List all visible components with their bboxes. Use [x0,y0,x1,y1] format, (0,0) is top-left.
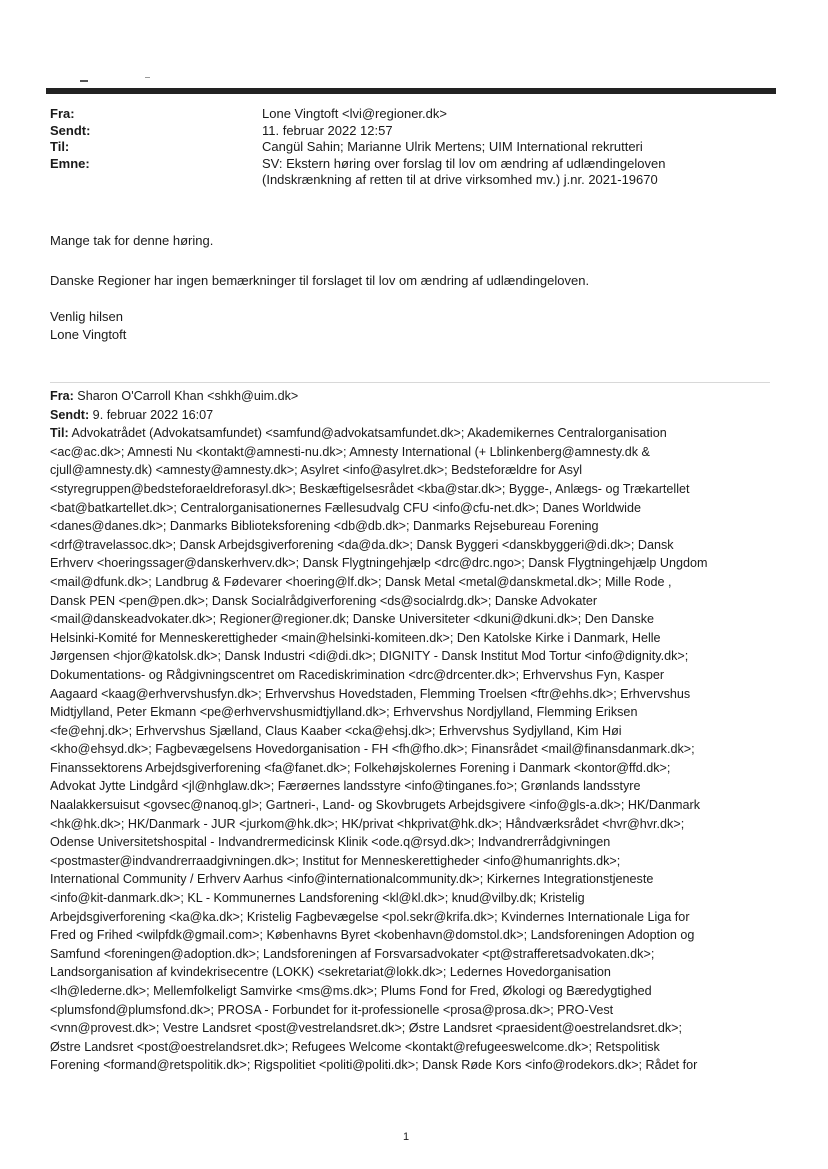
page-number: 1 [402,1131,410,1143]
sent-label: Sendt: [50,122,91,138]
recipient-line: <vnn@provest.dk>; Vestre Landsret <post@vestrelandsret.dk>; Østre Landsret <praesident@oestrelandsret.dk>; [50,1021,683,1036]
scan-artifact [80,80,88,82]
greeting-text: Mange tak for denne høring. [50,233,214,248]
recipient-line: <plumsfond@plumsfond.dk>; PROSA - Forbundet for it-professionelle <prosa@prosa.dk>; PRO-Vest [50,1002,614,1017]
forwarded-from-label: Fra: [50,389,74,403]
recipient-line: Odense Universitetshospital - Indvandrermedicinsk Klinik <ode.q@rsyd.dk>; Indvandrerrådgivningen [50,835,611,850]
header-to-row [50,139,780,156]
header-sent-row [50,123,780,140]
recipient-line: Jørgensen <hjor@katolsk.dk>; Dansk Industri <di@di.dk>; DIGNITY - Dansk Institut Mod Tortur <info@dignity.dk>; [50,649,689,664]
forwarded-to-line [50,424,772,443]
forwarded-sent-value: 9. februar 2022 16:07 [89,407,214,422]
recipient-line: <mail@dfunk.dk>; Landbrug & Fødevarer <hoering@lf.dk>; Dansk Metal <metal@danskmetal.dk>; Mille Rode , [50,574,672,589]
recipient-line: <postmaster@indvandrerraadgivningen.dk>; Institut for Menneskerettigheder <info@humanrights.dk>; [50,853,621,868]
forwarded-from-line [50,387,772,406]
recipient-line: Samfund <foreningen@adoption.dk>; Landsforeningen af Forsvarsadvokater <pt@strafferetsadvokaten.dk>; [50,946,655,961]
recipient-line: <drf@travelassoc.dk>; Dansk Arbejdsgiverforening <da@da.dk>; Dansk Byggeri <danskbyggeri@di.dk>; Dansk [50,537,674,552]
recipient-line: Naalakkersuisut <govsec@nanoq.gl>; Gartneri-, Land- og Skovbrugets Arbejdsgivere <info@gls-a.dk>; HK/Danmark [50,798,700,813]
to-label: Til: [50,139,70,154]
header-subject-row [50,156,780,189]
recipient-line: Fred og Frihed <wilpfdk@gmail.com>; Københavns Byret <kobenhavn@domstol.dk>; Landsforeningen Adoption og [50,928,695,943]
forwarded-from-value: Sharon O'Carroll Khan <shkh@uim.dk> [73,389,299,403]
closing-text: Venlig hilsen [50,309,123,324]
recipient-line: Erhverv <hoeringssager@danskerhverv.dk>; Dansk Flygtningehjælp <drc@drc.ngo>; Dansk Flygtningehjælp Ungdom [50,556,708,571]
recipient-line: Finanssektorens Arbejdsgiverforening <fa@fanet.dk>; Folkehøjskolernes Forening i Danmark <kontor@ffd.dk>; [50,760,671,775]
recipient-line: Arbejdsgiverforening <ka@ka.dk>; Kristelig Fagbevægelse <pol.sekr@krifa.dk>; Kvindernes Internationale Liga for [50,909,690,924]
signature-text: Lone Vingtoft [50,327,127,342]
recipient-line: Forening <formand@retspolitik.dk>; Rigspolitiet <politi@politi.dk>; Dansk Røde Kors <info@rodekors.dk>; Rådet for [50,1058,698,1073]
recipient-line: Midtjylland, Peter Ekmann <pe@erhvervshusmidtjylland.dk>; Erhvervshus Nordjylland, Flemming Eriksen [50,705,638,720]
forwarded-to-value: Advokatrådet (Advokatsamfundet) <samfund@advokatsamfundet.dk>; Akademikernes Centralorganisation [68,426,667,441]
subject-line: (Indskrænkning af retten til at drive virksomhed mv.) j.nr. 2021-19670 [262,172,658,187]
forwarded-sent-line [50,406,772,425]
recipient-line: cjull@amnesty.dk) <amnesty@amnesty.dk>; Asylret <info@asylret.dk>; Bedsteforældre for Asyl [50,463,583,478]
recipient-line: <bat@batkartellet.dk>; Centralorganisationernes Fællesudvalg CFU <info@cfu-net.dk>; Danes Worldwide [50,500,641,515]
recipient-line: Helsinki-Komité for Menneskerettigheder <main@helsinki-komiteen.dk>; Den Katolske Kirke i Danmark, Helle [50,630,661,645]
recipient-line: <fe@ehnj.dk>; Erhvervshus Sjælland, Claus Kaaber <cka@ehsj.dk>; Erhvervshus Sydjylland, Kim Høi [50,723,622,738]
forwarded-sent-label: Sendt: [50,407,90,422]
recipient-line: Dansk PEN <pen@pen.dk>; Dansk Socialrådgiverforening <ds@socialrdg.dk>; Danske Advokater [50,593,598,608]
recipient-line: Landsorganisation af kvindekrisecentre (LOKK) <sekretariat@lokk.dk>; Ledernes Hovedorganisation [50,965,611,980]
recipient-line: Advokat Jytte Lindgård <jl@nhglaw.dk>; Færøernes landsstyre <info@tinganes.fo>; Grønlands landsstyre [50,779,641,794]
statement-text: Danske Regioner har ingen bemærkninger til forslaget til lov om ændring af udlændingeloven. [50,273,590,288]
subject-label: Emne: [50,155,90,171]
recipient-line: <danes@danes.dk>; Danmarks Biblioteksforening <db@db.dk>; Danmarks Rejsebureau Forening [50,519,599,534]
recipient-line: Østre Landsret <post@oestrelandsret.dk>; Refugees Welcome <kontakt@refugeeswelcome.dk>; Retspolitisk [50,1039,660,1054]
recipient-line: <info@kit-danmark.dk>; KL - Kommunernes Landsforening <kl@kl.dk>; knud@vilby.dk; Kristelig [50,891,585,906]
recipient-line: <kho@ehsyd.dk>; Fagbevægelsens Hovedorganisation - FH <fh@fho.dk>; Finansrådet <mail@finansdanmark.dk>; [50,742,695,757]
scan-artifact [145,77,150,78]
recipient-line: <mail@danskeadvokater.dk>; Regioner@regioner.dk; Danske Universiteter <dkuni@dkuni.dk>; Den Danske [50,612,654,627]
forwarded-message [50,387,772,1075]
from-value: Lone Vingtoft <lvi@regioner.dk> [262,106,447,121]
recipient-line: <lh@lederne.dk>; Mellemfolkeligt Samvirke <ms@ms.dk>; Plums Fond for Fred, Økologi og Bæredygtighed [50,984,652,998]
subject-value [262,156,780,189]
from-label: Fra: [50,106,75,121]
forwarded-to-label: Til: [50,426,69,441]
email-header [50,106,780,189]
recipient-line: International Community / Erhverv Aarhus <info@internationalcommunity.dk>; Kirkernes Integrationstjeneste [50,872,654,887]
recipient-line: <ac@ac.dk>; Amnesti Nu <kontakt@amnesti-nu.dk>; Amnesty International (+ Lblinkenberg@amnesty.dk & [50,444,650,459]
header-from-row [50,106,780,123]
recipient-line: <styregruppen@bedsteforaeldreforasyl.dk>; Beskæftigelsesrådet <kba@star.dk>; Bygge-, Anlægs- og Trækartellet [50,481,690,496]
recipient-line: Dokumentations- og Rådgivningscentret om Racediskrimination <drc@drcenter.dk>; Erhvervshus Fyn, Kasper [50,667,665,682]
recipient-line: <hk@hk.dk>; HK/Danmark - JUR <jurkom@hk.dk>; HK/privat <hkprivat@hk.dk>; Håndværksrådet <hvr@hvr.dk>; [50,816,685,831]
forward-divider [50,382,770,383]
subject-line: SV: Ekstern høring over forslag til lov om ændring af udlændingeloven [262,155,666,171]
sent-value: 11. februar 2022 12:57 [262,122,393,138]
recipient-list [50,443,772,1075]
header-divider [46,88,776,94]
to-value: Cangül Sahin; Marianne Ulrik Mertens; UIM International rekrutteri [262,139,643,154]
recipient-line: Aagaard <kaag@erhvervshusfyn.dk>; Erhvervshus Hovedstaden, Flemming Troelsen <ftr@ehhs.dk>; Erhvervshus [50,686,691,701]
